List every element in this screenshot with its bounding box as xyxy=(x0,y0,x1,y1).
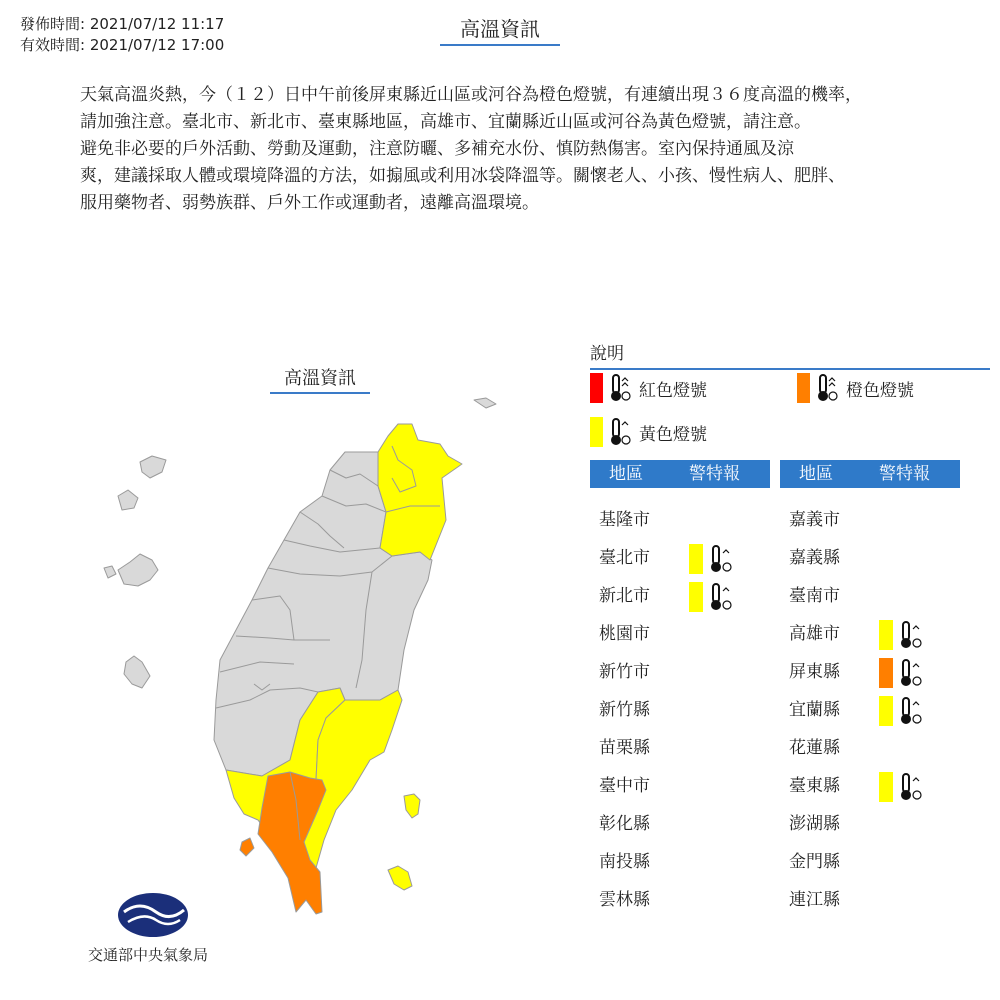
table-row xyxy=(599,656,779,688)
agency-name: 交通部中央氣象局 xyxy=(88,946,209,964)
orange-swatch xyxy=(797,373,810,403)
table-row xyxy=(789,884,969,916)
description-line: 天氣高溫炎熱，今（１２）日中午前後屏東縣近山區或河谷為橙色燈號，有連續出現３６度高溫的機率， xyxy=(80,85,862,105)
table-row xyxy=(599,884,779,916)
region-name: 彰化縣 xyxy=(599,814,650,834)
thermometer-icon xyxy=(899,696,929,726)
thermometer-icon xyxy=(609,373,631,403)
region-name: 屏東縣 xyxy=(789,662,840,682)
table-row xyxy=(599,618,779,650)
table-row xyxy=(789,694,969,726)
table-row xyxy=(789,770,969,802)
table-row xyxy=(599,580,779,612)
island-liuqiu xyxy=(240,838,254,856)
thermometer-icon xyxy=(899,658,929,688)
alert-indicator xyxy=(879,696,929,726)
region-name: 雲林縣 xyxy=(599,890,650,910)
region-yellow-north xyxy=(378,424,462,560)
table-row xyxy=(599,694,779,726)
island-penghu xyxy=(118,554,158,586)
thermometer-icon xyxy=(709,544,739,574)
description-line: 避免非必要的戶外活動、勞動及運動，注意防曬、多補充水份、慎防熱傷害。室內保持通風及涼 xyxy=(80,139,794,159)
valid-time: 有效時間: 2021/07/12 17:00 xyxy=(20,36,225,54)
legend-label: 紅色燈號 xyxy=(639,380,707,401)
region-name: 宜蘭縣 xyxy=(789,700,840,720)
region-name: 高雄市 xyxy=(789,624,840,644)
region-name: 金門縣 xyxy=(789,852,840,872)
map-title: 高溫資訊 xyxy=(270,366,370,394)
table-row xyxy=(789,846,969,878)
legend-item-orange xyxy=(797,372,914,404)
legend-item-yellow xyxy=(590,416,707,448)
thermometer-icon xyxy=(816,373,838,403)
thermometer-icon xyxy=(709,582,739,612)
region-name: 臺北市 xyxy=(599,548,650,568)
table-row xyxy=(599,808,779,840)
description-line: 服用藥物者、弱勢族群、戶外工作或運動者，遠離高溫環境。 xyxy=(80,193,539,213)
table-row xyxy=(599,770,779,802)
alert-indicator xyxy=(689,544,739,574)
table-row xyxy=(599,504,779,536)
table-row xyxy=(599,732,779,764)
region-name: 臺中市 xyxy=(599,776,650,796)
region-name: 花蓮縣 xyxy=(789,738,840,758)
table-header-left xyxy=(590,460,770,488)
alert-indicator xyxy=(879,658,929,688)
table-header-right xyxy=(780,460,960,488)
alert-color-bar xyxy=(879,772,893,802)
legend-label: 黃色燈號 xyxy=(639,424,707,445)
table-row xyxy=(789,656,969,688)
region-name: 基隆市 xyxy=(599,510,650,530)
alert-indicator xyxy=(879,772,929,802)
alert-color-bar xyxy=(879,696,893,726)
table-row xyxy=(789,808,969,840)
island-guishan xyxy=(474,398,496,408)
alert-color-bar xyxy=(689,582,703,612)
red-swatch xyxy=(590,373,603,403)
region-name: 嘉義市 xyxy=(789,510,840,530)
region-name: 苗栗縣 xyxy=(599,738,650,758)
alert-color-bar xyxy=(879,620,893,650)
region-name: 澎湖縣 xyxy=(789,814,840,834)
col-region: 地區 xyxy=(609,464,643,484)
region-name: 桃園市 xyxy=(599,624,650,644)
table-row xyxy=(789,542,969,574)
col-alert: 警特報 xyxy=(879,464,930,484)
alert-indicator xyxy=(689,582,739,612)
legend-item-red xyxy=(590,372,707,404)
legend-heading: 說明 xyxy=(590,342,990,370)
col-region: 地區 xyxy=(799,464,833,484)
table-row xyxy=(789,618,969,650)
table-row xyxy=(789,732,969,764)
region-name: 嘉義縣 xyxy=(789,548,840,568)
region-name: 新竹市 xyxy=(599,662,650,682)
col-alert: 警特報 xyxy=(689,464,740,484)
published-time: 發佈時間: 2021/07/12 11:17 xyxy=(20,15,225,33)
yellow-swatch xyxy=(590,417,603,447)
region-name: 臺南市 xyxy=(789,586,840,606)
thermometer-icon xyxy=(899,620,929,650)
region-name: 新北市 xyxy=(599,586,650,606)
alert-indicator xyxy=(879,620,929,650)
table-row xyxy=(599,542,779,574)
region-name: 南投縣 xyxy=(599,852,650,872)
table-row xyxy=(789,504,969,536)
thermometer-icon xyxy=(899,772,929,802)
legend-label: 橙色燈號 xyxy=(846,380,914,401)
page-title: 高溫資訊 xyxy=(440,14,560,46)
description-line: 爽，建議採取人體或環境降溫的方法，如搧風或利用冰袋降溫等。關懷老人、小孩、慢性病人、肥胖、 xyxy=(80,166,845,186)
region-name: 臺東縣 xyxy=(789,776,840,796)
thermometer-icon xyxy=(609,417,631,447)
table-row xyxy=(789,580,969,612)
region-name: 新竹縣 xyxy=(599,700,650,720)
region-name: 連江縣 xyxy=(789,890,840,910)
table-row xyxy=(599,846,779,878)
alert-color-bar xyxy=(689,544,703,574)
cwb-logo xyxy=(118,893,188,937)
island-orchid xyxy=(388,866,412,890)
alert-color-bar xyxy=(879,658,893,688)
description-line: 請加強注意。臺北市、新北市、臺東縣地區，高雄市、宜蘭縣近山區或河谷為黃色燈號，請注意。 xyxy=(80,112,811,132)
island-green xyxy=(404,794,420,818)
